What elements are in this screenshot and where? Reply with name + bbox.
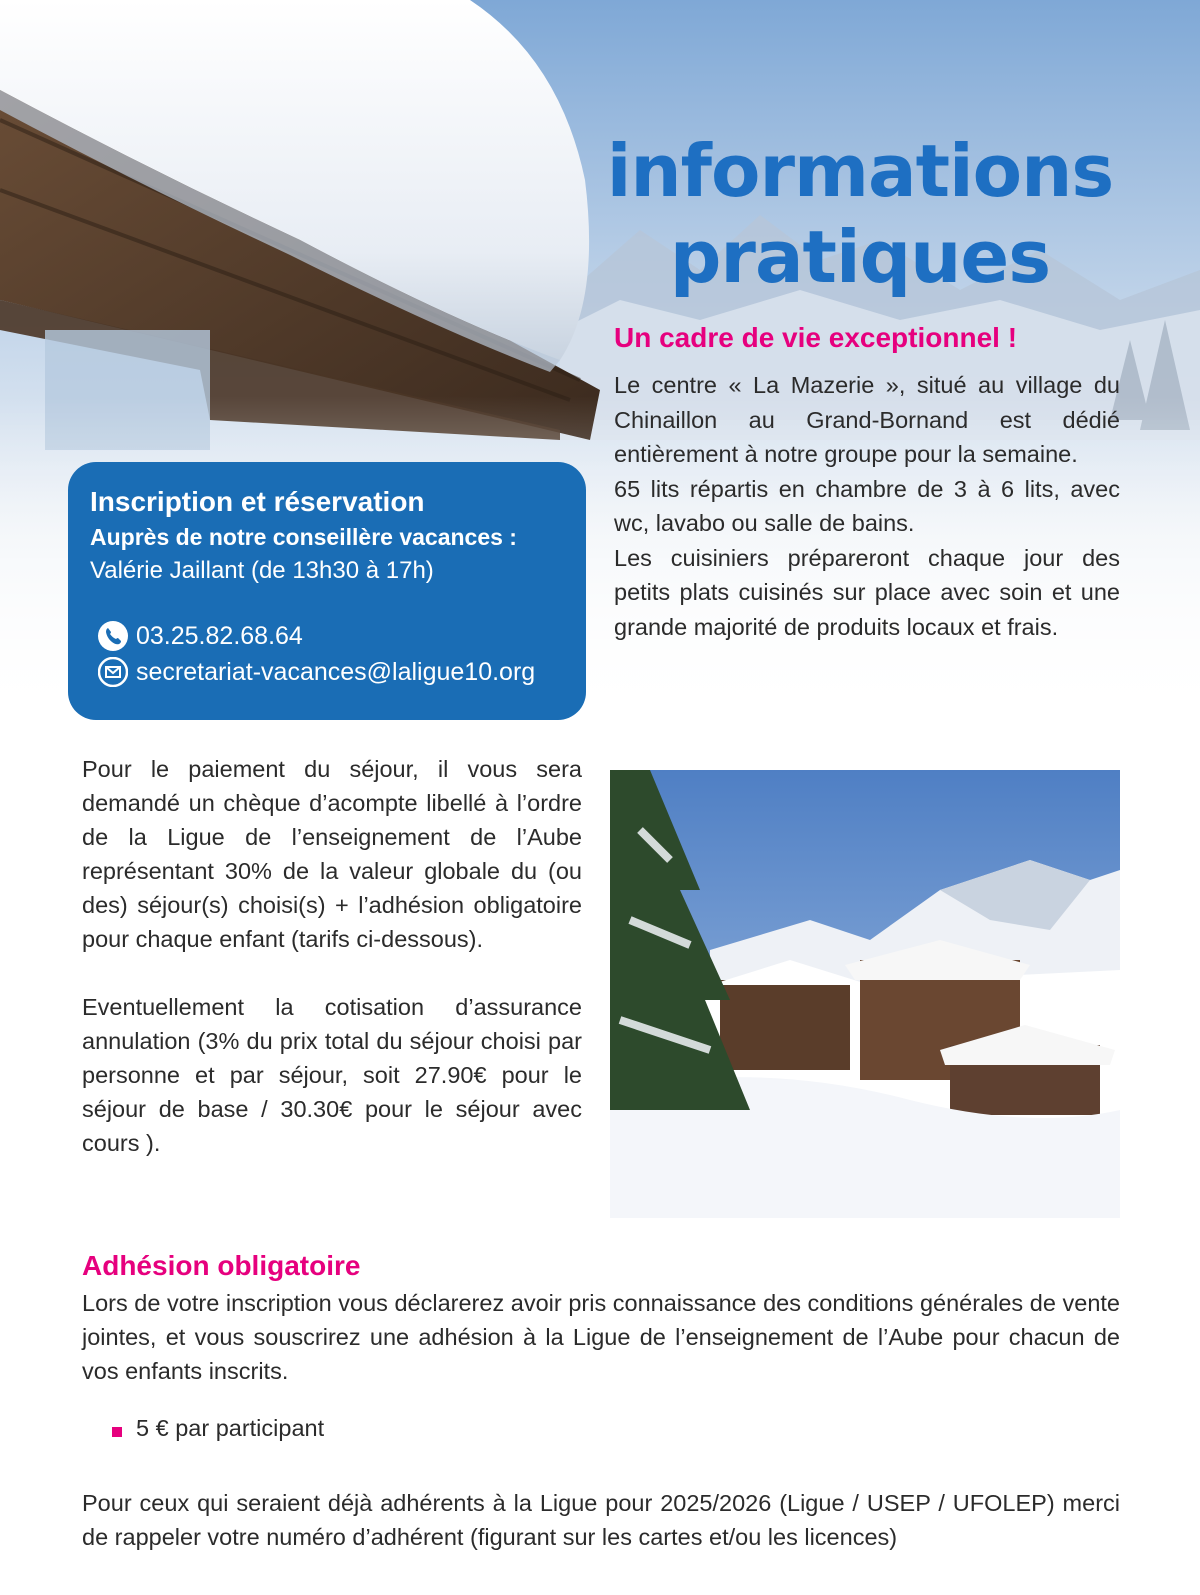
list-item xyxy=(112,1415,324,1442)
membership-paragraph: Lors de votre inscription vous déclarerez avoir pris connaissance des conditions générales de vente jointes, et vous souscrirez une adhésion à la Ligue de l’enseignement de l’Aube pour chacun de vos enfants inscrits. xyxy=(82,1290,1120,1384)
contact-box xyxy=(68,462,586,720)
membership-text xyxy=(82,1286,1120,1388)
payment-paragraph: Eventuellement la cotisation d’assurance annulation (3% du prix total du séjour choisi par personne et par séjour, soit 27.90€ pour le séjour de base / 30.30€ pour le séjour avec cours ). xyxy=(82,994,582,1156)
email-icon xyxy=(98,657,128,687)
phone-icon xyxy=(98,621,128,651)
title-line-2: pratiques xyxy=(669,215,1051,299)
intro-paragraph: Le centre « La Mazerie », situé au village du Chinaillon au Grand-Bornand est dédié entièrement à notre groupe pour la semaine. xyxy=(614,372,1120,467)
contact-name: Valérie Jaillant (de 13h30 à 17h) xyxy=(90,557,434,584)
contact-subheading: Auprès de notre conseillère vacances : xyxy=(90,524,517,550)
email-address[interactable]: secretariat-vacances@laligue10.org xyxy=(136,658,536,686)
title-line-1: informations xyxy=(606,129,1114,213)
contact-heading: Inscription et réservation xyxy=(90,486,425,517)
footer-paragraph: Pour ceux qui seraient déjà adhérents à la Ligue pour 2025/2026 (Ligue / USEP / UFOLEP) merci de rappeler votre numéro d’adhérent (figurant sur les cartes et/ou les licences) xyxy=(82,1490,1120,1550)
intro-text xyxy=(614,368,1120,644)
phone-number[interactable]: 03.25.82.68.64 xyxy=(136,622,303,650)
payment-text xyxy=(82,752,582,1194)
phone-line[interactable] xyxy=(98,618,566,654)
chalet-illustration xyxy=(610,770,1120,1218)
bullet-square-icon xyxy=(112,1427,122,1437)
email-line[interactable] xyxy=(98,654,566,690)
membership-heading: Adhésion obligatoire xyxy=(82,1250,361,1281)
page-title xyxy=(600,128,1120,300)
footer-note xyxy=(82,1486,1120,1554)
payment-paragraph: Pour le paiement du séjour, il vous sera demandé un chèque d’acompte libellé à l’ordre de la Ligue de l’enseignement de l’Aube représentant 30% de la valeur globale du (ou des) séjour(s) choisi(s) + l’adhésion obligatoire pour chaque enfant (tarifs ci-dessous). xyxy=(82,756,582,952)
intro-paragraph: 65 lits répartis en chambre de 3 à 6 lits, avec wc, lavabo ou salle de bains. xyxy=(614,475,1120,536)
chalet-photo xyxy=(610,770,1120,1218)
intro-heading: Un cadre de vie exceptionnel ! xyxy=(614,322,1018,353)
bullet-text: 5 € par participant xyxy=(136,1415,325,1441)
intro-paragraph: Les cuisiniers prépareront chaque jour des petits plats cuisinés sur place avec soin et une grande majorité de produits locaux et frais. xyxy=(614,544,1120,640)
